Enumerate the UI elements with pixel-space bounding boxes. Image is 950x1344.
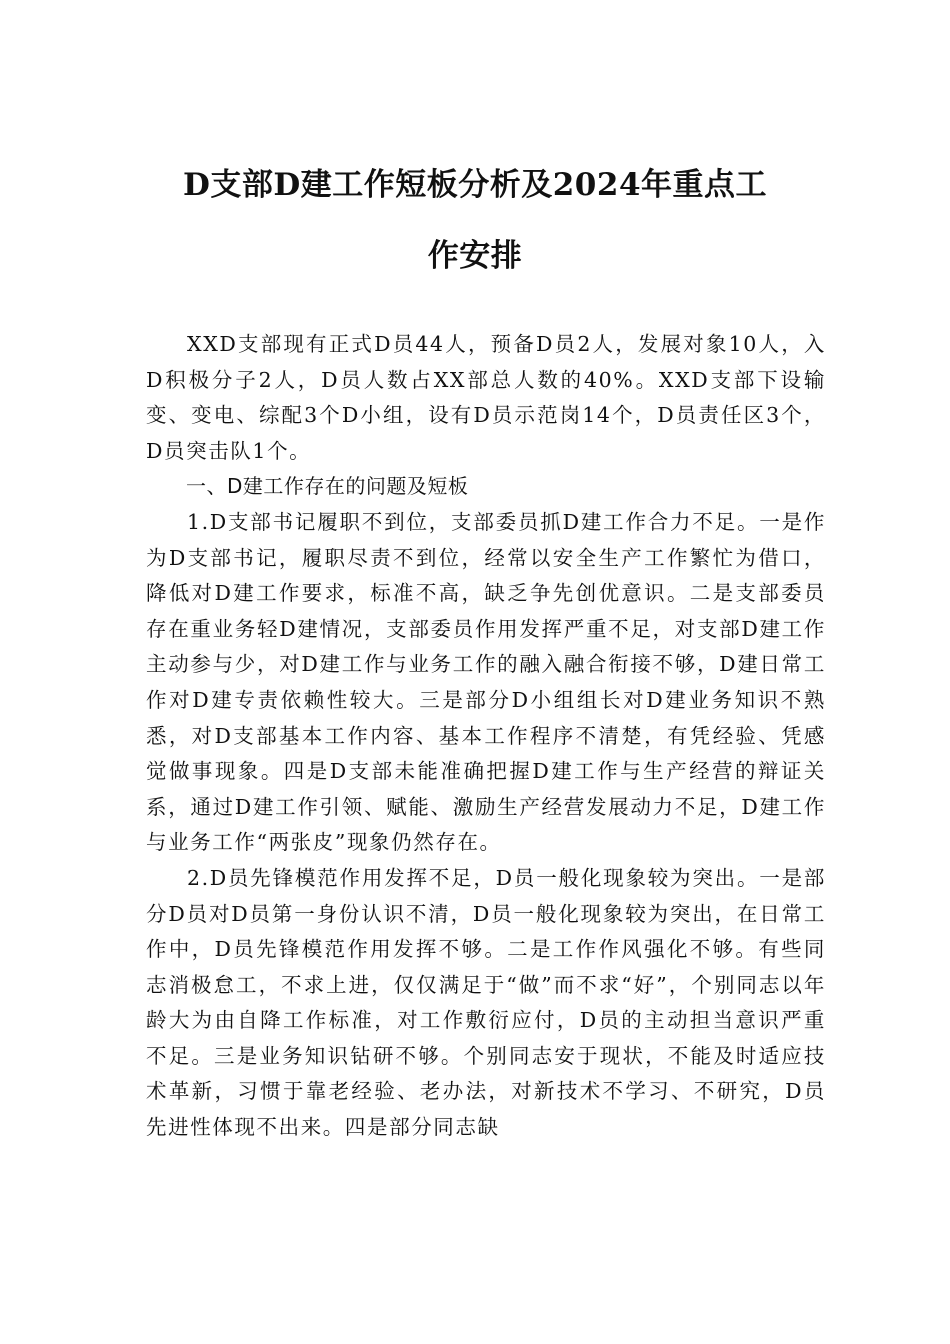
document-body	[146, 327, 826, 1146]
document-title-line-2: 作安排	[427, 238, 523, 274]
section-heading-1: 一、D建工作存在的问题及短板	[186, 474, 469, 499]
intro-paragraph: XXD支部现有正式D员44人，预备D员2人，发展对象10人，入D积极分子2人，D员人数占XX部总人数的40%。XXD支部下设输变、变电、综配3个D小组，设有D员示范岗14个，D员责任区3个，D员突击队1个。	[146, 332, 826, 463]
item-2-paragraph: 2.D员先锋模范作用发挥不足，D员一般化现象较为突出。一是部分D员对D员第一身份认识不清，D员一般化现象较为突出，在日常工作中，D员先锋模范作用发挥不够。二是工作作风强化不够。有些同志消极怠工，不求上进，仅仅满足于“做”而不求“好”，个别同志以年龄大为由自降工作标准，对工作敷衍应付，D员的主动担当意识严重不足。三是业务知识钻研不够。个别同志安于现状，不能及时适应技术革新，习惯于靠老经验、老办法，对新技术不学习、不研究，D员先进性体现不出来。四是部分同志缺	[146, 865, 826, 1140]
item-1-paragraph: 1.D支部书记履职不到位，支部委员抓D建工作合力不足。一是作为D支部书记，履职尽责不到位，经常以安全生产工作繁忙为借口，降低对D建工作要求，标准不高，缺乏争先创优意识。二是支部委员存在重业务轻D建情况，支部委员作用发挥严重不足，对支部D建工作主动参与少，对D建工作与业务工作的融入融合衔接不够，D建日常工作对D建专责依赖性较大。三是部分D小组组长对D建业务知识不熟悉，对D支部基本工作内容、基本工作程序不清楚，有凭经验、凭感觉做事现象。四是D支部未能准确把握D建工作与生产经营的辩证关系，通过D建工作引领、赋能、激励生产经营发展动力不足，D建工作与业务工作“两张皮”现象仍然存在。	[146, 509, 826, 855]
document-title-line-1: D支部D建工作短板分析及2024年重点工	[182, 167, 768, 203]
